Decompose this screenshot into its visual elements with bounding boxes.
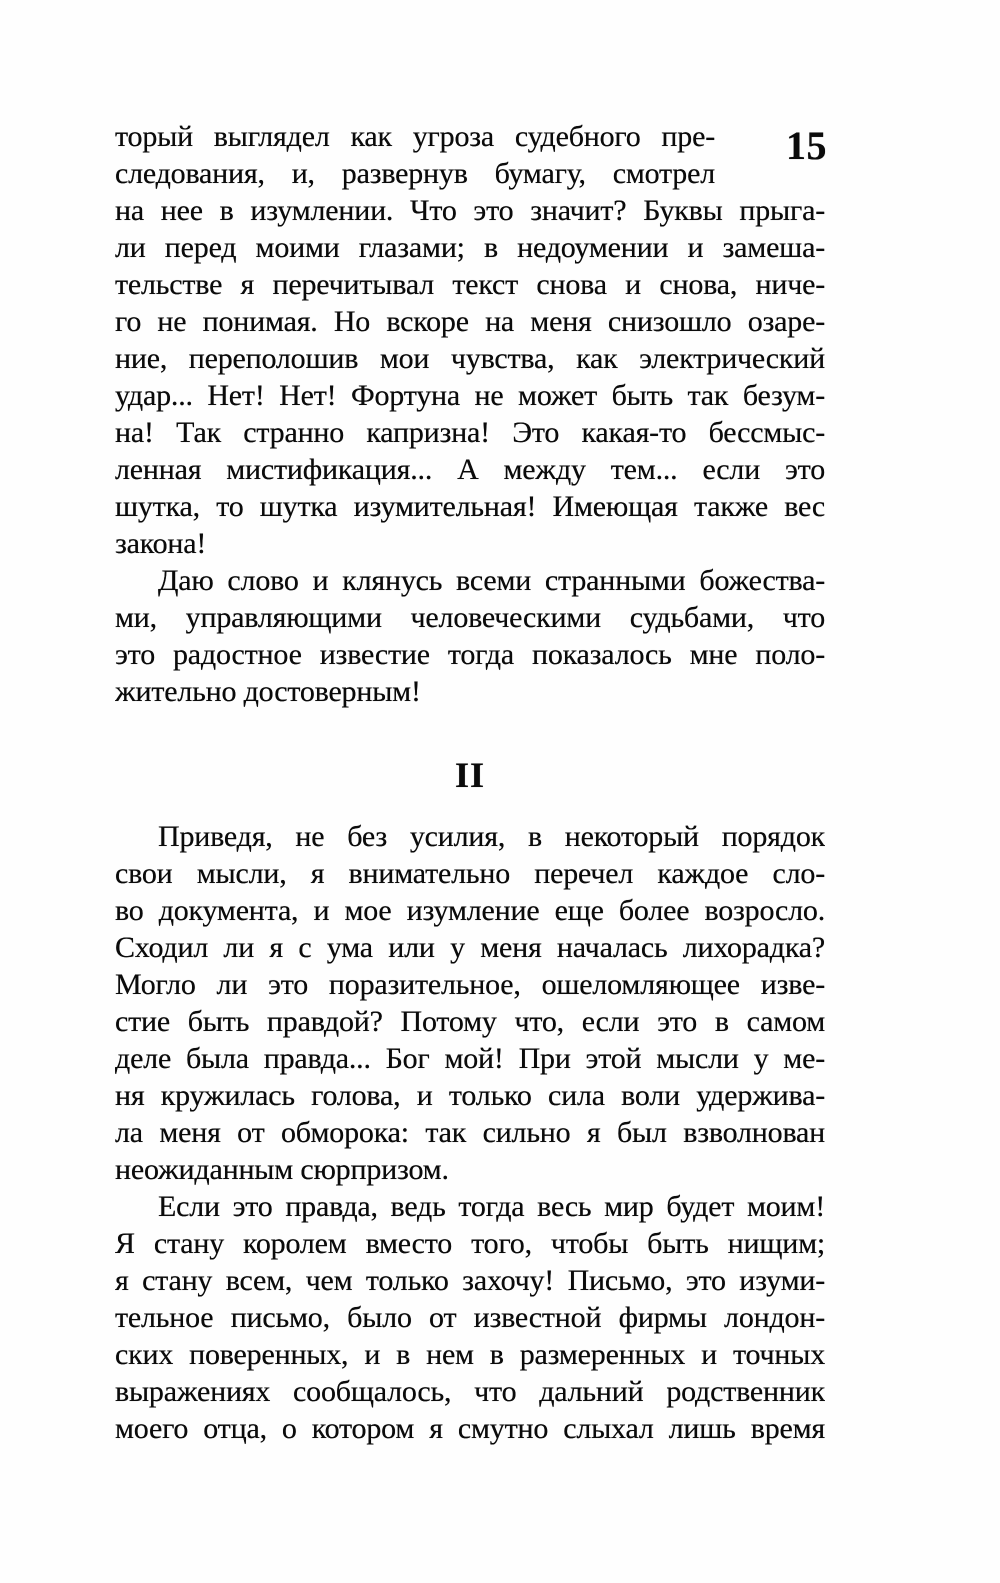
text-line: ских поверенных, и в нем в размеренных и точных (115, 1338, 825, 1371)
text-line: ленная мистификация... А между тем... если это (115, 453, 825, 486)
text-line: тельное письмо, было от известной фирмы лондон- (115, 1301, 825, 1334)
text-line: Я стану королем вместо того, чтобы быть нищим; (115, 1227, 825, 1260)
text-line: Если это правда, ведь тогда весь мир будет моим! (158, 1190, 825, 1223)
text-line: Даю слово и клянусь всеми странными божества- (158, 564, 825, 597)
paragraph-block-2 (115, 818, 825, 1447)
text-line: ли перед моими глазами; в недоумении и замеша- (115, 231, 825, 264)
text-block (115, 118, 825, 1447)
page-number: 15 (786, 123, 827, 168)
paragraph-block-1 (115, 118, 825, 710)
text-line: на нее в изумлении. Что это значит? Буквы прыга- (115, 194, 825, 227)
text-line: Могло ли это поразительное, ошеломляющее изве- (115, 968, 825, 1001)
text-line: на! Так странно капризна! Это какая-то бессмыс- (115, 416, 825, 449)
text-line: удар... Нет! Нет! Фортуна не может быть так безум- (115, 379, 825, 412)
text-line: ла меня от обморока: так сильно я был взволнован (115, 1116, 825, 1149)
text-line: свои мысли, я внимательно перечел каждое сло- (115, 857, 825, 890)
text-line: следования, и, развернув бумагу, смотрел (115, 157, 715, 190)
text-line: го не понимая. Но вскоре на меня снизошло озаре- (115, 305, 825, 338)
text-line: Сходил ли я с ума или у меня началась лихорадка? (115, 931, 825, 964)
text-line: я стану всем, чем только захочу! Письмо, это изуми- (115, 1264, 825, 1297)
text-line: выражениях сообщалось, что дальний родственник (115, 1375, 825, 1408)
text-line: тельстве я перечитывал текст снова и снова, ниче- (115, 268, 825, 301)
text-line: Приведя, не без усилия, в некоторый порядок (158, 820, 825, 853)
text-line: стие быть правдой? Потому что, если это в самом (115, 1005, 825, 1038)
text-line: жительно достоверным! (115, 675, 421, 708)
text-line: шутка, то шутка изумительная! Имеющая также вес (115, 490, 825, 523)
text-line: торый выглядел как угроза судебного пре- (115, 120, 715, 153)
text-line: во документа, и мое изумление еще более возросло. (115, 894, 825, 927)
text-line: ние, переполошив мои чувства, как электрический (115, 342, 825, 375)
text-line: моего отца, о котором я смутно слыхал лишь время (115, 1412, 825, 1445)
text-line: ня кружилась голова, и только сила воли удержива- (115, 1079, 825, 1112)
text-line: ми, управляющими человеческими судьбами, что (115, 601, 825, 634)
text-line: это радостное известие тогда показалось мне поло- (115, 638, 825, 671)
text-line: неожиданным сюрпризом. (115, 1153, 449, 1186)
text-line: деле была правда... Бог мой! При этой мысли у ме- (115, 1042, 825, 1075)
section-heading: II (454, 755, 486, 795)
text-line: закона! (115, 527, 207, 560)
